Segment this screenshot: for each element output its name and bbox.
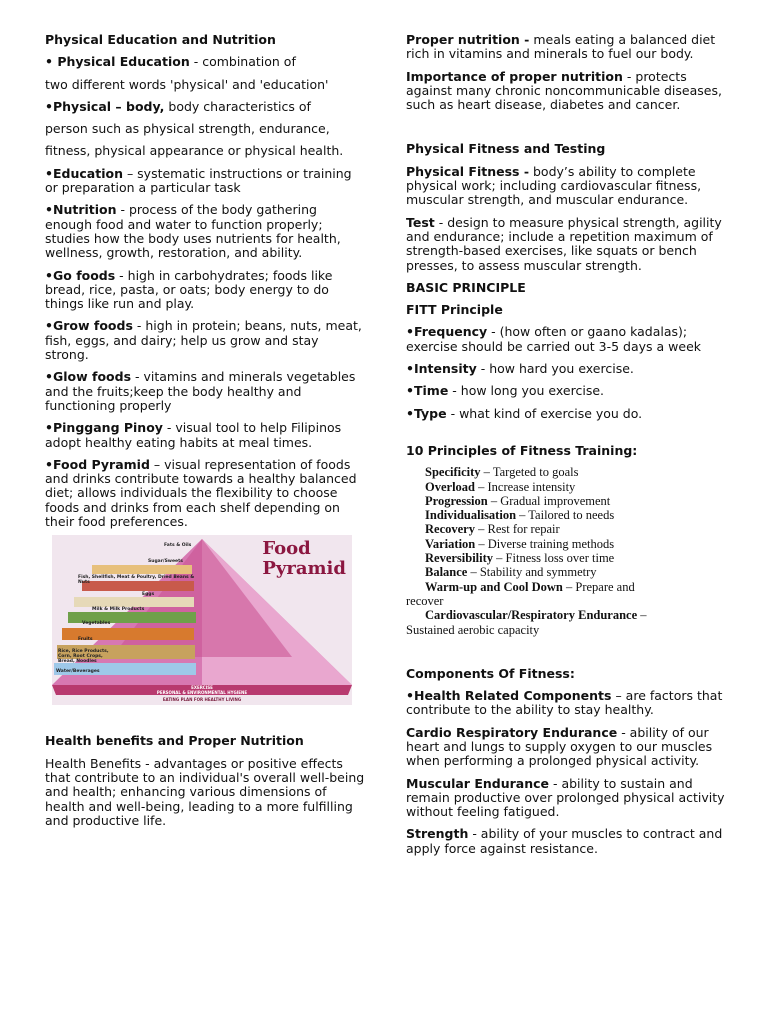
pyramid-label-milk: Milk & Milk Products xyxy=(92,607,145,613)
strength-definition: Strength - ability of your muscles to contract and apply force against resistance. xyxy=(406,826,723,856)
physical-definition-cont: person such as physical strength, endurance, xyxy=(45,121,330,137)
type-definition: •Type - what kind of exercise you do. xyxy=(406,405,643,421)
left-column xyxy=(45,33,365,828)
list-item: Balance – Stability and symmetry xyxy=(425,565,597,580)
right-column xyxy=(406,33,736,856)
ten-principles-title: 10 Principles of Fitness Training: xyxy=(406,442,638,458)
pyramid-label-water: Water/Beverages xyxy=(56,669,100,675)
glow-foods-definition: •Glow foods - vitamins and minerals vegetables and the fruits;keep the body healthy and functioning properly xyxy=(45,369,356,413)
list-item-cont: recover xyxy=(406,593,444,608)
pyramid-label-veg: Vegetables xyxy=(82,621,111,627)
list-item: Cardiovascular/Respiratory Endurance – xyxy=(425,608,647,623)
pyramid-label-rice: Rice, Rice Products, Corn, Root Crops, Bread, Noodles xyxy=(58,649,109,665)
health-related-definition: •Health Related Components – are factors that contribute to the ability to stay healthy. xyxy=(406,688,723,718)
pyramid-label-sugar: Sugar/Sweets xyxy=(148,559,183,565)
health-benefits-text: Health Benefits - advantages or positive effects that contribute to an individual's overall well-being and health; enhancing various dimensions of health and well-being, leading to a more fulfilling and productive life. xyxy=(45,755,365,828)
pyramid-label-fats: Fats & Oils xyxy=(164,543,192,549)
grow-foods-definition: •Grow foods - high in protein; beans, nuts, meat, fish, eggs, and dairy; help us grow and stay strong. xyxy=(45,318,362,363)
importance-nutrition-definition: Importance of proper nutrition - protects against many chronic noncommunicable diseases, such as heart disease, diabetes and cancer. xyxy=(406,68,722,113)
muscular-endurance-definition: Muscular Endurance - ability to sustain and remain productive over prolonged physical activity without feeling fatigued. xyxy=(406,775,725,820)
food-pyramid-definition: •Food Pyramid – visual representation of foods and drinks contribute towards a healthy balanced diet; allows individuals the flexibility to choose foods and drinks from each shelf depending on their food preferences. xyxy=(45,456,357,530)
list-item: Specificity – Targeted to goals xyxy=(425,465,579,480)
food-pyramid-image xyxy=(52,535,352,705)
pyramid-base-exercise: EXERCISE xyxy=(191,685,213,691)
cardio-endurance-definition: Cardio Respiratory Endurance - ability of our heart and lungs to supply oxygen to our muscles when performing a prolonged physical activity. xyxy=(406,724,713,769)
principles-list xyxy=(406,465,736,637)
time-definition: •Time - how long you exercise. xyxy=(406,383,604,399)
components-title: Components Of Fitness: xyxy=(406,665,575,681)
physical-definition-cont2: fitness, physical appearance or physical health. xyxy=(45,143,344,159)
fitt-heading: FITT Principle xyxy=(406,302,503,318)
list-item: Warm-up and Cool Down – Prepare and xyxy=(425,579,635,594)
education-definition: •Education – systematic instructions or training or preparation a particular task xyxy=(45,165,352,196)
test-definition: Test - design to measure physical strength, agility and endurance; include a repetition maximum of strength-based exercises, like squats or bench presses, to assess muscular strength. xyxy=(406,214,722,273)
pyramid-base-hygiene: PERSONAL & ENVIRONMENTAL HYGIENE xyxy=(156,690,248,696)
pyramid-label-fish: Fish, Shellfish, Meat & Poultry, Dried Beans & Nuts xyxy=(78,575,195,586)
pyramid-footer: EATING PLAN FOR HEALTHY LIVING xyxy=(162,697,242,703)
section-title: Physical Education and Nutrition xyxy=(45,32,276,47)
basic-principle-heading: BASIC PRINCIPLE xyxy=(406,279,526,295)
go-foods-definition: •Go foods - high in carbohydrates; foods like bread, rice, pasta, or oats; body energy to do things like run and play. xyxy=(45,267,333,312)
frequency-definition: •Frequency - (how often or gaano kadalas); exercise should be carried out 3-5 days a week xyxy=(406,324,701,354)
fitness-testing-title: Physical Fitness and Testing xyxy=(406,141,606,157)
nutrition-definition: •Nutrition - process of the body gathering enough food and water to function properly; studies how the body uses nutrients for health, wellness, growth, restoration, and ability. xyxy=(45,202,341,261)
proper-nutrition-definition: Proper nutrition - meals eating a balanced diet rich in vitamins and minerals to fuel our body. xyxy=(406,32,716,62)
pyramid-label-eggs: Eggs xyxy=(142,592,155,598)
physical-fitness-definition: Physical Fitness - body’s ability to complete physical work; including cardiovascular fitness, muscular strength, and muscular endurance. xyxy=(406,163,702,208)
list-item: Progression – Gradual improvement xyxy=(425,493,611,508)
health-benefits-title: Health benefits and Proper Nutrition xyxy=(45,733,304,749)
list-item: Reversibility – Fitness loss over time xyxy=(425,551,615,566)
intensity-definition: •Intensity - how hard you exercise. xyxy=(406,361,634,377)
physical-definition: •Physical – body, body characteristics of xyxy=(45,98,311,114)
list-item: Individualisation – Tailored to needs xyxy=(425,508,615,523)
list-item: Recovery – Rest for repair xyxy=(425,522,560,537)
pyramid-label-fruits: Fruits xyxy=(78,637,93,643)
pe-definition: • Physical Education - combination of xyxy=(45,54,296,70)
list-item: Overload – Increase intensity xyxy=(425,479,576,494)
list-item: Variation – Diverse training methods xyxy=(425,536,615,551)
pinggang-pinoy-definition: •Pinggang Pinoy - visual tool to help Filipinos adopt healthy eating habits at meal times. xyxy=(45,420,342,450)
pyramid-title: Food Pyramid xyxy=(262,538,346,580)
pe-definition-cont: two different words 'physical' and 'education' xyxy=(45,76,329,92)
list-item-cont: Sustained aerobic capacity xyxy=(406,622,540,637)
